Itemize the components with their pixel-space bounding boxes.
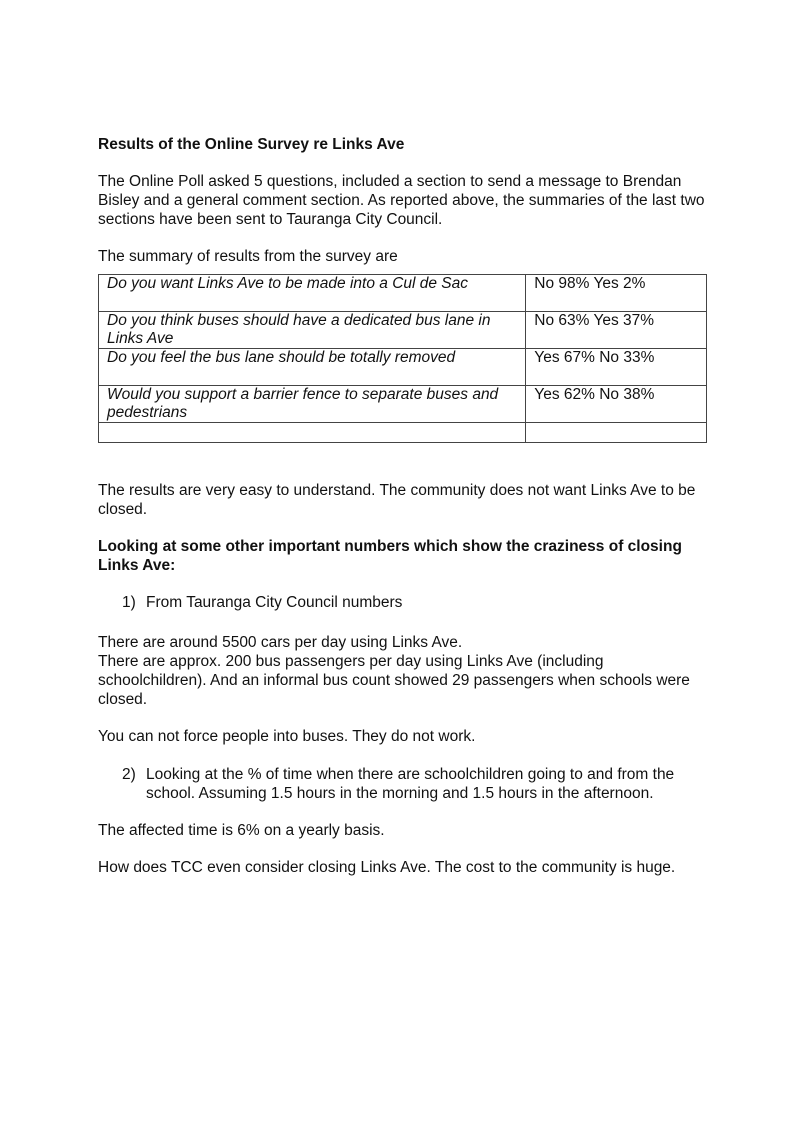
cars-paragraph: There are around 5500 cars per day using Links Ave. [98,634,463,651]
item-number: 1) [122,594,136,611]
survey-results-table [98,274,707,443]
survey-question: Would you support a barrier fence to separate buses and pedestrians [99,386,526,423]
survey-question [99,423,526,443]
intro-paragraph: The Online Poll asked 5 questions, included a section to send a message to Brendan Bisley and a general comment section. As reported above, the summaries of the last two sections have been sent to Tauranga City Council. [98,173,705,228]
item-text: From Tauranga City Council numbers [146,594,403,611]
item-number: 2) [122,766,136,783]
survey-question: Do you feel the bus lane should be totally removed [99,349,526,386]
survey-answer [526,423,707,443]
force-paragraph: You can not force people into buses. They do not work. [98,728,476,745]
buses-paragraph: There are approx. 200 bus passengers per day using Links Ave (including schoolchildren). And an informal bus count showed 29 passengers when schools were closed. [98,653,690,708]
summary-lead: The summary of results from the survey are [98,248,398,265]
closing-paragraph: How does TCC even consider closing Links Ave. The cost to the community is huge. [98,859,676,876]
numbered-item-1 [98,593,713,612]
table-row [99,312,707,349]
table-row [99,275,707,312]
numbered-item-2 [98,765,713,803]
table-row [99,349,707,386]
item-text: Looking at the % of time when there are schoolchildren going to and from the school. Assuming 1.5 hours in the morning and 1.5 hours in the afternoon. [146,766,675,802]
survey-answer: No 98% Yes 2% [526,275,707,312]
document-body [98,135,713,877]
table-row [99,386,707,423]
survey-answer: No 63% Yes 37% [526,312,707,349]
survey-question: Do you want Links Ave to be made into a Cul de Sac [99,275,526,312]
affected-paragraph: The affected time is 6% on a yearly basis. [98,822,385,839]
document-title: Results of the Online Survey re Links Ave [98,136,405,153]
survey-question: Do you think buses should have a dedicated bus lane in Links Ave [99,312,526,349]
numbers-heading: Looking at some other important numbers which show the craziness of closing Links Ave: [98,538,682,574]
survey-answer: Yes 67% No 33% [526,349,707,386]
results-paragraph: The results are very easy to understand. The community does not want Links Ave to be closed. [98,482,696,518]
survey-answer: Yes 62% No 38% [526,386,707,423]
table-row-empty [99,423,707,443]
